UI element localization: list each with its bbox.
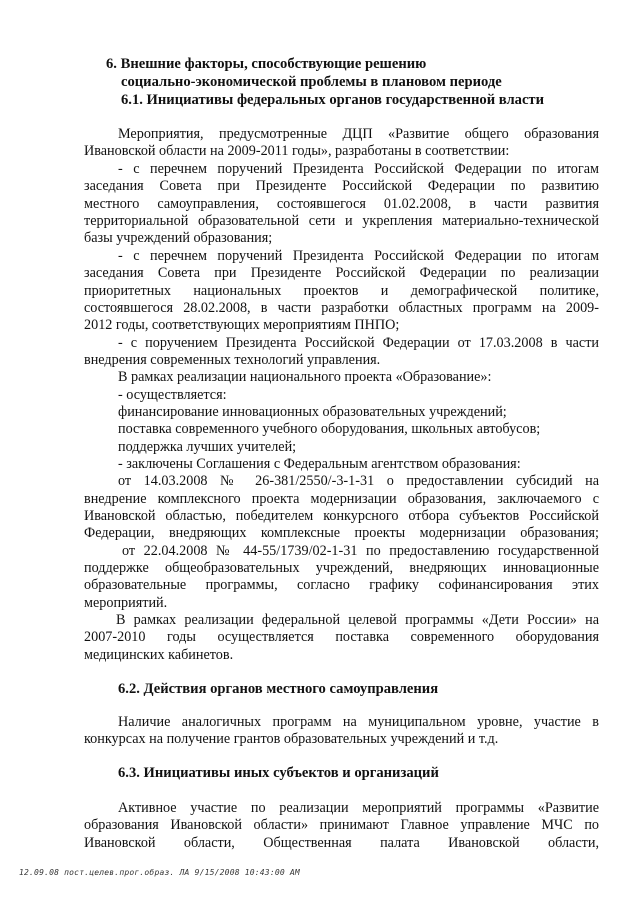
paragraph-line: 2007-2010 годы осуществляется поставка современного оборудования	[84, 629, 599, 645]
paragraph-line: от 22.04.2008 № 44-55/1739/02-1-31 по предоставлению государственной	[122, 543, 599, 559]
paragraph-line: поддержка лучших учителей;	[118, 439, 297, 455]
heading-section-6-3: 6.3. Инициативы иных субъектов и организаций	[118, 765, 439, 781]
paragraph-line: - осуществляется:	[118, 387, 227, 403]
heading-section-6-1: 6.1. Инициативы федеральных органов государственной власти	[121, 92, 545, 108]
paragraph-line: базы учреждений образования;	[84, 230, 273, 246]
paragraph-line: Федерации, внедряющих комплексные проекты модернизации образования;	[84, 525, 599, 541]
paragraph-line: финансирование инновационных образовательных учреждений;	[118, 404, 507, 420]
paragraph-line: конкурсах на получение грантов образовательных учреждений и т.д.	[84, 731, 499, 747]
paragraph-line: поставка современного учебного оборудования, школьных автобусов;	[118, 421, 541, 437]
paragraph-line: поддержке общеобразовательных учреждений, внедряющих инновационные	[84, 560, 599, 576]
paragraph-line: Ивановской области, Общественная палата Ивановской области,	[84, 835, 599, 851]
paragraph-line: внедрения современных технологий управления.	[84, 352, 381, 368]
paragraph-line: медицинских кабинетов.	[84, 647, 234, 663]
paragraph-line: образовательные программы, согласно графику софинансирования этих	[84, 577, 599, 593]
paragraph-line: - с перечнем поручений Президента Российской Федерации по итогам	[118, 248, 599, 264]
paragraph-line: - с поручением Президента Российской Федерации от 17.03.2008 в части	[118, 335, 599, 351]
paragraph-line: Ивановской области на 2009-2011 годы», разработаны в соответствии:	[84, 143, 510, 159]
file-footer: 12.09.08 пост.целев.прог.образ. ЛА 9/15/2008 10:43:00 AM	[19, 868, 300, 877]
paragraph-line: Мероприятия, предусмотренные ДЦП «Развитие общего образования	[118, 126, 599, 142]
paragraph-line: мероприятий.	[84, 595, 168, 611]
paragraph-line: В рамках реализации федеральной целевой программы «Дети России» на	[116, 612, 599, 628]
paragraph-line: состоявшегося 28.02.2008, в части разработки областных программ на 2009-	[84, 300, 599, 316]
paragraph-line: Активное участие по реализации мероприятий программы «Развитие	[118, 800, 599, 816]
paragraph-line: от 14.03.2008 № 26-381/2550/-3-1-31 о предоставлении субсидий на	[118, 473, 599, 489]
heading-section-6-line1: 6. Внешние факторы, способствующие решению	[106, 56, 427, 72]
heading-section-6-2: 6.2. Действия органов местного самоуправления	[118, 681, 439, 697]
paragraph-line: - с перечнем поручений Президента Российской Федерации по итогам	[118, 161, 599, 177]
paragraph-line: приоритетных национальных проектов и демографической политике,	[84, 283, 599, 299]
paragraph-line: местного самоуправления, состоявшегося 01.02.2008, в части развития	[84, 196, 599, 212]
paragraph-line: Наличие аналогичных программ на муниципальном уровне, участие в	[118, 714, 599, 730]
heading-section-6-line2: социально-экономической проблемы в плановом периоде	[121, 74, 502, 90]
paragraph-line: В рамках реализации национального проекта «Образование»:	[118, 369, 492, 385]
paragraph-line: внедрение комплексного проекта модернизации образования, заключаемого с	[84, 491, 599, 507]
paragraph-line: заседания Совета при Президенте Российской Федерации по реализации	[84, 265, 599, 281]
paragraph-line: 2012 годы, соответствующих мероприятиям ПНПО;	[84, 317, 400, 333]
paragraph-line: территориальной образовательной сети и укрепления материально-технической	[84, 213, 599, 229]
paragraph-line: заседания Совета при Президенте Российской Федерации по развитию	[84, 178, 599, 194]
paragraph-line: Ивановской областью, победителем конкурсного отбора субъектов Российской	[84, 508, 599, 524]
paragraph-line: образования Ивановской области» принимают Главное управление МЧС по	[84, 817, 599, 833]
paragraph-line: - заключены Соглашения с Федеральным агентством образования:	[118, 456, 521, 472]
